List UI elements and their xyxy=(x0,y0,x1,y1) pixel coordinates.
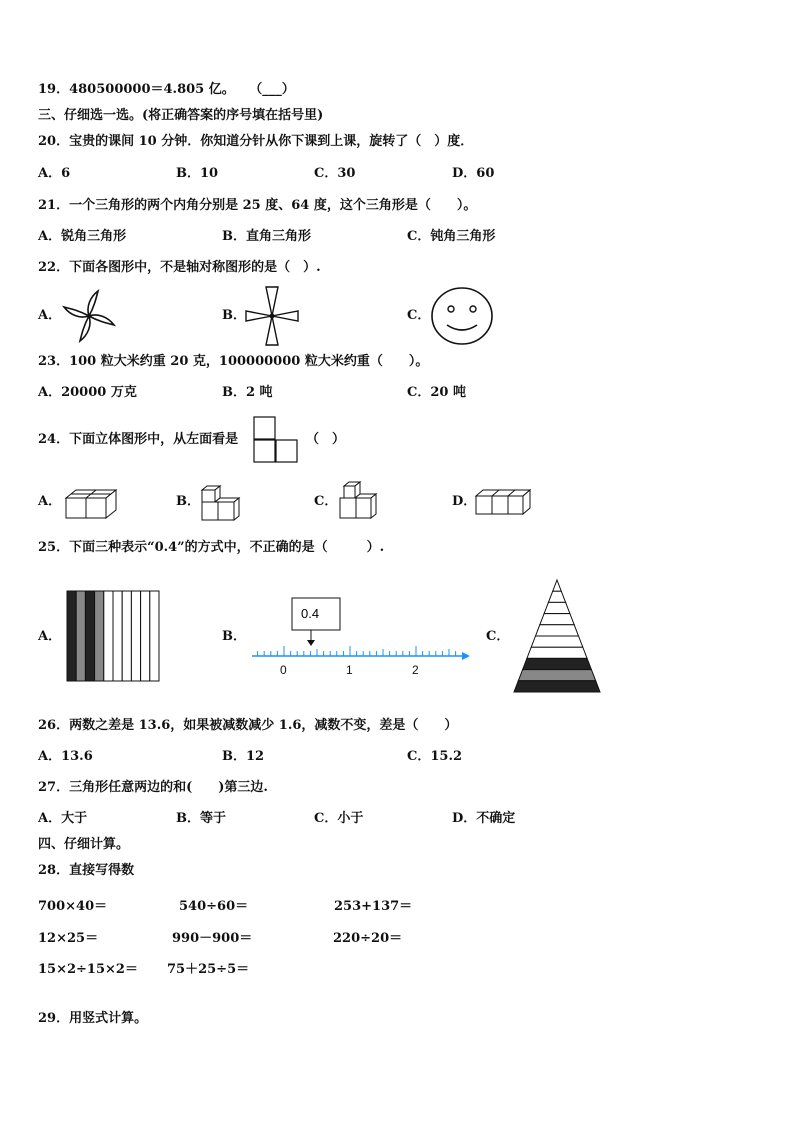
calc-item: 220÷20＝ xyxy=(333,931,403,946)
q27-option-a: A．大于 xyxy=(38,811,88,826)
q22-option-b: B． xyxy=(222,308,246,323)
q26-option-a: A．13.6 xyxy=(38,749,93,764)
calc-item: 12×25＝ xyxy=(38,931,99,946)
q26-option-b: B．12 xyxy=(222,749,265,764)
q20-question: 20．宝贵的课间 10 分钟．你知道分针从你下课到上课，旋转了（ ）度． xyxy=(38,134,474,149)
triangle-band xyxy=(523,658,592,669)
strip xyxy=(85,591,94,681)
triangle-band xyxy=(514,681,600,692)
cube-figure-a xyxy=(64,484,118,520)
cube-figure-d xyxy=(474,486,532,518)
striped-triangle-figure xyxy=(512,578,602,696)
cube-figure-b xyxy=(200,484,244,524)
cube-figure-c xyxy=(338,480,382,522)
tick-label: 1 xyxy=(346,663,353,677)
q25-option-a: A． xyxy=(38,629,62,644)
triangle-band xyxy=(548,591,565,602)
q20-option-b: B．10 xyxy=(176,166,219,181)
q27-option-c: C．小于 xyxy=(314,811,364,826)
smiley-face-icon xyxy=(429,285,495,347)
q21-option-a: A．锐角三角形 xyxy=(38,229,127,244)
calc-item: 990－900＝ xyxy=(172,931,253,946)
q22-option-c: C． xyxy=(407,308,431,323)
triangle-band xyxy=(540,614,574,625)
triangle-band xyxy=(544,602,570,613)
q24-option-b: B． xyxy=(176,494,200,509)
q25-question: 25．下面三种表示“0.4”的方式中，不正确的是（ ）. xyxy=(38,540,385,555)
triangle-band xyxy=(531,636,583,647)
left-view-figure xyxy=(253,416,299,464)
calc-item: 700×40＝ xyxy=(38,899,108,914)
callout-value: 0.4 xyxy=(301,606,320,621)
q22-option-a: A． xyxy=(38,308,62,323)
q25-option-c: C． xyxy=(486,629,510,644)
q23-option-b: B．2 吨 xyxy=(222,385,273,400)
four-point-star-icon xyxy=(244,285,300,347)
section-4-heading: 四、仔细计算。 xyxy=(38,837,130,852)
q19-statement: 19．480500000＝4.805 亿。 xyxy=(38,82,235,97)
q24-question: 24．下面立体图形中，从左面看是 xyxy=(38,432,239,447)
triangle-band xyxy=(518,670,595,681)
q24-option-d: D． xyxy=(452,494,477,509)
q24-option-a: A． xyxy=(38,494,62,509)
q23-question: 23．100 粒大米约重 20 克，100000000 粒大米约重（ ）。 xyxy=(38,354,429,369)
q22-question: 22．下面各图形中，不是轴对称图形的是（ ）. xyxy=(38,260,321,275)
calc-item: 540÷60＝ xyxy=(179,899,249,914)
q25-option-b: B． xyxy=(222,629,246,644)
q19-text xyxy=(38,82,295,98)
number-line-arrowhead xyxy=(462,652,470,660)
strip xyxy=(76,591,85,681)
q26-question: 26．两数之差是 13.6，如果被减数减少 1.6，减数不变，差是（ ） xyxy=(38,718,458,733)
strip xyxy=(131,591,140,681)
triangle-band xyxy=(536,625,579,636)
q21-option-b: B．直角三角形 xyxy=(222,229,311,244)
q29-heading: 29．用竖式计算。 xyxy=(38,1011,148,1026)
q27-option-d: D．不确定 xyxy=(452,811,516,826)
decimal-strip-figure xyxy=(66,590,160,682)
q20-option-c: C．30 xyxy=(314,166,356,181)
strip xyxy=(122,591,131,681)
q28-heading: 28．直接写得数 xyxy=(38,863,135,878)
q19-answer-paren: （___） xyxy=(249,82,295,97)
strip xyxy=(113,591,122,681)
strip xyxy=(141,591,150,681)
strip xyxy=(150,591,159,681)
triangle-band xyxy=(527,647,587,658)
q21-option-c: C．钝角三角形 xyxy=(407,229,496,244)
number-line-figure xyxy=(250,596,474,680)
q21-question: 21．一个三角形的两个内角分别是 25 度、64 度，这个三角形是（ ）。 xyxy=(38,198,477,213)
q20-option-a: A．6 xyxy=(38,166,71,181)
tick-label: 2 xyxy=(412,663,419,677)
tick-label: 0 xyxy=(280,663,287,677)
calc-item: 75＋25÷5＝ xyxy=(167,962,250,977)
q27-option-b: B．等于 xyxy=(176,811,226,826)
q24-answer-paren: （ ） xyxy=(306,432,346,447)
section-3-heading: 三、仔细选一选。(将正确答案的序号填在括号里) xyxy=(38,108,324,123)
callout-arrowhead xyxy=(307,640,315,646)
q26-option-c: C．15.2 xyxy=(407,749,463,764)
strip xyxy=(67,591,76,681)
q24-option-c: C． xyxy=(314,494,338,509)
pinwheel-icon xyxy=(60,287,118,345)
q27-question: 27．三角形任意两边的和( )第三边. xyxy=(38,780,268,795)
q20-option-d: D．60 xyxy=(452,166,495,181)
q23-option-c: C．20 吨 xyxy=(407,385,466,400)
strip xyxy=(104,591,113,681)
calc-item: 253+137＝ xyxy=(334,899,413,914)
strip xyxy=(95,591,104,681)
calc-item: 15×2÷15×2＝ xyxy=(38,962,138,977)
triangle-band xyxy=(553,580,562,591)
q23-option-a: A．20000 万克 xyxy=(38,385,137,400)
